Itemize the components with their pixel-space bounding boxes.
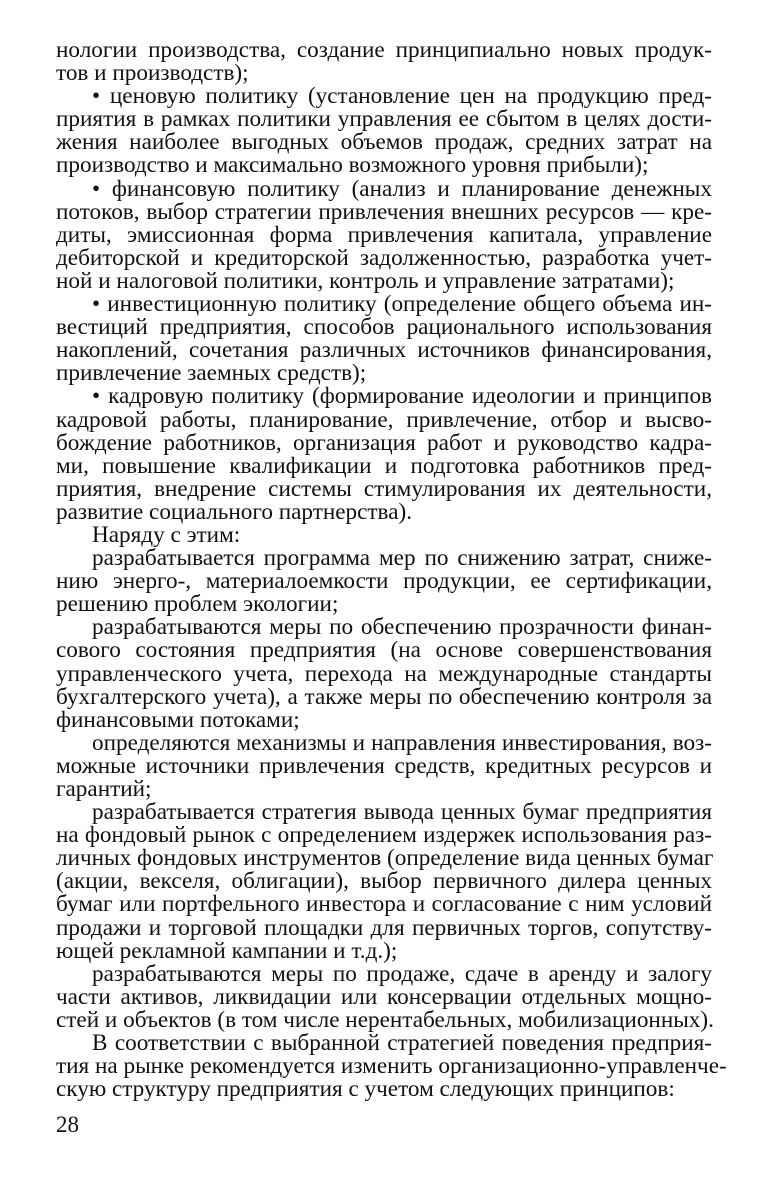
text-line: приятия, внедрение системы стимулирования их деятельности, <box>56 475 712 502</box>
text-line: производство и максимально возможного уровня прибыли); <box>56 152 649 179</box>
text-line: бумаг или портфельного инвестора и согласование с ним условий <box>56 891 712 918</box>
text-line: сового состояния предприятия (на основе совершенствования <box>56 637 712 664</box>
text-line: развитие социального партнерства). <box>56 498 412 525</box>
text-line: определяются механизмы и направления инвестирования, воз- <box>92 729 712 756</box>
text-line: гарантий; <box>56 776 152 802</box>
text-line: жения наиболее выгодных объемов продаж, средних затрат на <box>56 129 712 156</box>
text-line: тия на рынке рекомендуется изменить организационно-управленче- <box>56 1053 727 1080</box>
text-line: привлечение заемных средств); <box>56 360 367 387</box>
text-line: • кадровую политику (формирование идеологии и принципов <box>92 383 712 410</box>
text-line: можные источники привлечения средств, кредитных ресурсов и <box>56 752 712 779</box>
text-line: ми, повышение квалификации и подготовка работников пред- <box>56 452 712 479</box>
text-line: скую структуру предприятия с учетом следующих принципов: <box>56 1076 675 1103</box>
text-line: нологии производства, создание принципиально новых продук- <box>56 37 712 63</box>
text-line: потоков, выбор стратегии привлечения внешних ресурсов — кре- <box>56 198 712 225</box>
text-line: финансовыми потоками; <box>56 706 300 733</box>
text-line: ной и налоговой политики, контроль и управление затратами); <box>56 267 675 294</box>
paragraph <box>56 547 712 616</box>
text-line: разрабатывается программа мер по снижению затрат, сниже- <box>92 545 712 572</box>
page-number: 28 <box>56 1112 79 1137</box>
text-line: (акции, векселя, облигации), выбор первичного дилера ценных <box>56 868 712 895</box>
paragraph <box>56 293 712 385</box>
text-line: Наряду с этим: <box>92 521 241 548</box>
text-line: • финансовую политику (анализ и планирование денежных <box>92 175 712 202</box>
paragraph <box>56 39 712 85</box>
text-line: решению проблем экологии; <box>56 591 339 618</box>
paragraph <box>56 1030 727 1103</box>
text-line: ющей рекламной кампании и т.д.); <box>56 937 398 964</box>
text-line: бухгалтерского учета), а также меры по обеспечению контроля за <box>56 683 712 710</box>
text-line: управленческого учета, перехода на международные стандарты <box>56 660 712 687</box>
text-line: разрабатывается стратегия вывода ценных бумаг предприятия <box>92 799 712 826</box>
paragraph <box>56 85 712 177</box>
text-line: нию энерго-, материалоемкости продукции, ее сертификации, <box>56 568 712 595</box>
paragraph <box>56 616 712 731</box>
text-line: стей и объектов (в том числе нерентабельных, мобилизационных). <box>56 1006 714 1033</box>
page-body-text <box>56 37 727 1103</box>
text-line: В соответствии с выбранной стратегией поведения предприя- <box>92 1030 712 1057</box>
paragraph <box>56 521 712 548</box>
paragraph <box>56 960 714 1033</box>
text-line: диты, эмиссионная форма привлечения капитала, управление <box>56 221 712 248</box>
text-line: разрабатываются меры по обеспечению прозрачности финан- <box>92 614 712 641</box>
text-line: вестиций предприятия, способов рационального использования <box>56 314 712 341</box>
text-line: разрабатываются меры по продаже, сдаче в аренду и залогу <box>92 960 712 987</box>
text-line: бождение работников, организация работ и руководство кадра- <box>56 429 712 456</box>
text-line: • ценовую политику (установление цен на продукцию пред- <box>92 83 712 110</box>
text-line: кадровой работы, планирование, привлечение, отбор и высво- <box>56 406 712 433</box>
paragraph <box>56 729 712 802</box>
text-line: на фондовый рынок с определением издержек использования раз- <box>56 822 712 849</box>
text-line: • инвестиционную политику (определение общего объема ин- <box>92 291 712 318</box>
text-line: приятия в рамках политики управления ее сбытом в целях дости- <box>56 106 712 133</box>
text-line: личных фондовых инструментов (определение вида ценных бумаг <box>56 845 714 872</box>
text-line: продажи и торговой площадки для первичных торгов, сопутству- <box>56 914 712 941</box>
paragraph <box>56 385 712 524</box>
paragraph <box>56 175 712 294</box>
text-line: тов и производств); <box>56 60 249 87</box>
text-line: дебиторской и кредиторской задолженностью, разработка учет- <box>56 244 712 271</box>
paragraph <box>56 801 712 963</box>
text-line: части активов, ликвидации или консервации отдельных мощно- <box>56 983 712 1010</box>
text-line: накоплений, сочетания различных источников финансирования, <box>56 337 712 364</box>
